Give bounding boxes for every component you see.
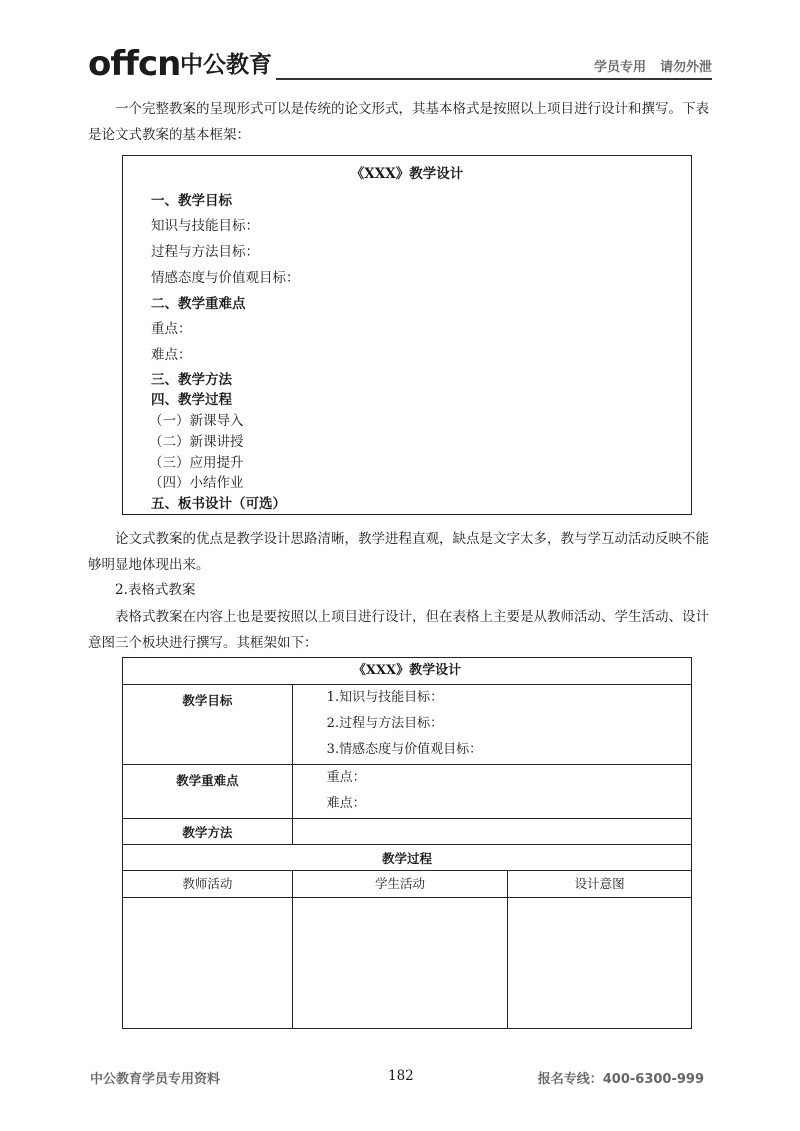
goal-line: 3.情感态度与价值观目标：: [326, 742, 483, 757]
header-notice-2: 请勿外泄: [659, 60, 712, 75]
student-activity-cell: [292, 898, 508, 1029]
key-line: 重点：: [326, 770, 366, 785]
intro-paragraph: 一个完整教案的呈现形式可以是传统的论文形式，其基本格式是按照以上项目进行设计和撰写。下表是论文式教案的基本框架：: [88, 101, 709, 143]
method-content: [292, 819, 691, 845]
process-label: 教学过程: [123, 845, 692, 871]
logo-offcn: offcn: [88, 44, 181, 84]
goal-line: 2.过程与方法目标：: [326, 716, 444, 731]
footer-source: 中公教育学员专用资料: [90, 1072, 221, 1087]
section-heading: 2.表格式教案: [115, 582, 196, 598]
essay-line: 重点：: [151, 321, 192, 337]
essay-template-title: 《XXX》教学设计: [350, 166, 464, 182]
essay-line: 难点：: [151, 347, 192, 363]
essay-section-heading: 三、教学方法: [151, 372, 232, 388]
essay-line: （四）小结作业: [149, 475, 244, 491]
goal-line: 1.知识与技能目标：: [326, 690, 444, 705]
page-number: 182: [388, 1068, 414, 1084]
essay-section-heading: 二、教学重难点: [151, 296, 246, 312]
header-notice-1: 学员专用: [593, 60, 646, 75]
goal-label: 教学目标: [123, 685, 293, 765]
header-notice: [580, 56, 712, 75]
logo-zhonggong: 中公教育: [180, 52, 272, 78]
col-student: 学生活动: [292, 871, 508, 898]
footer-hotline: 报名专线：400-6300-999: [537, 1072, 704, 1087]
goal-content: [292, 685, 691, 765]
essay-line: （二）新课讲授: [149, 434, 244, 450]
teacher-activity-cell: [123, 898, 293, 1029]
essay-line: 过程与方法目标：: [151, 244, 259, 260]
key-label: 教学重难点: [123, 765, 293, 819]
header-rule: [276, 78, 712, 80]
key-line: 难点：: [326, 796, 366, 811]
essay-section-heading: 五、板书设计（可选）: [151, 496, 286, 512]
advantage-paragraph: 论文式教案的优点是教学设计思路清晰，教学进程直观，缺点是文字太多，教与学互动活动反映不能够明显地体现出来。: [88, 531, 709, 573]
col-intent: 设计意图: [508, 871, 692, 898]
table-title: 《XXX》教学设计: [123, 658, 692, 685]
essay-line: （三）应用提升: [149, 455, 244, 471]
essay-section-heading: 一、教学目标: [151, 193, 232, 209]
key-content: [292, 765, 691, 819]
method-label: 教学方法: [123, 819, 293, 845]
intent-cell: [508, 898, 692, 1029]
essay-line: 情感态度与价值观目标：: [151, 270, 300, 286]
essay-template-box: [122, 155, 692, 515]
essay-line: 知识与技能目标：: [151, 218, 259, 234]
essay-line: （一）新课导入: [149, 413, 244, 429]
essay-section-heading: 四、教学过程: [151, 392, 232, 408]
table-template: [122, 657, 692, 1029]
col-teacher: 教师活动: [123, 871, 293, 898]
table-intro-paragraph: 表格式教案在内容上也是要按照以上项目进行设计，但在表格上主要是从教师活动、学生活动、设计意图三个板块进行撰写。其框架如下：: [88, 609, 709, 651]
